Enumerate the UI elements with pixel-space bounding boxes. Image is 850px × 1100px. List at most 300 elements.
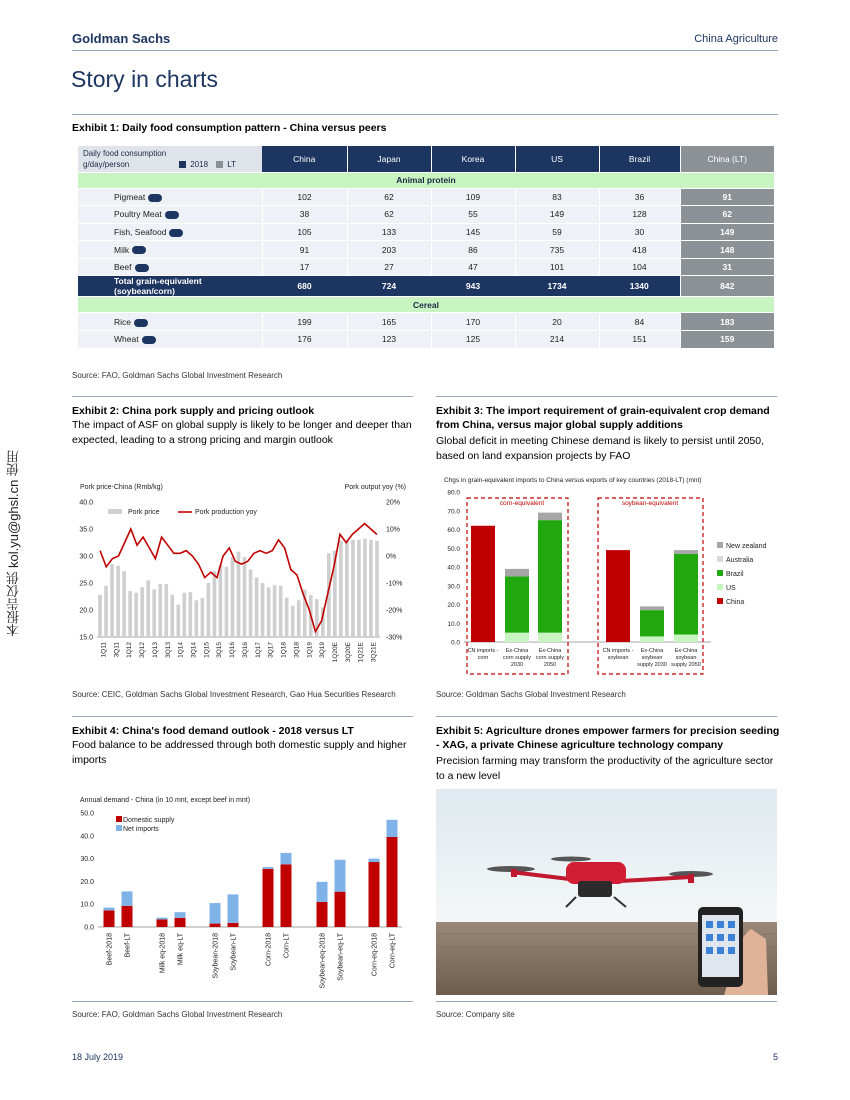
price-bar: [207, 583, 211, 637]
legend-2018-label: 2018: [190, 159, 209, 169]
table-cell: 17: [262, 258, 347, 276]
price-bar: [98, 595, 102, 637]
price-bar: [158, 584, 162, 637]
table-cell: 125: [431, 331, 515, 349]
imports-bar: [210, 903, 221, 924]
legend-domestic-label: Domestic supply: [123, 817, 175, 824]
x-category-line: soybean: [675, 655, 697, 661]
row-label-text: Wheat: [114, 334, 139, 345]
y-tick-label: 10.0: [447, 620, 460, 628]
table-row: [78, 188, 774, 206]
bar-china: [471, 526, 495, 642]
bar-us: [538, 633, 562, 642]
total-cell: 680: [262, 276, 347, 297]
table-cell: 59: [515, 223, 599, 241]
exhibit3-title: Exhibit 3: The import requirement of grain-equivalent crop demand from China, versus major global supply additions: [436, 405, 770, 431]
x-tick-label: 1Q12: [126, 642, 134, 658]
y-tick-label: 10.0: [80, 901, 94, 909]
legend-label: US: [726, 585, 736, 592]
table-row: [78, 331, 774, 349]
price-bar: [285, 598, 289, 637]
legend-swatch: [717, 598, 723, 604]
x-tick-label: 3Q16: [241, 642, 249, 658]
imports-bar: [335, 860, 346, 892]
legend-swatch: [717, 570, 723, 576]
x-tick-label: 1Q18: [280, 642, 288, 658]
row-label-text: Pigmeat: [114, 191, 146, 202]
price-bar: [104, 586, 108, 637]
col-header: Japan: [347, 146, 431, 172]
right-axis-label: Pork output yoy (%): [344, 484, 406, 491]
table-cell-lt: 31: [680, 258, 774, 276]
row-label: [78, 258, 262, 276]
y-tick-label: 50.0: [447, 545, 460, 553]
table-cell: 62: [347, 188, 431, 206]
photo-sky: [436, 789, 777, 924]
exhibit4-rule: [72, 716, 413, 717]
price-bar: [164, 584, 168, 637]
total-cell-lt: 842: [680, 276, 774, 297]
price-bar: [291, 606, 295, 637]
bar-brazil: [538, 520, 562, 633]
x-tick-label: 1Q14: [177, 642, 185, 658]
imports-bar: [104, 908, 115, 911]
x-category-label: Soybean-eq-LT: [337, 933, 345, 981]
bar-china: [606, 550, 630, 642]
legend-lt-swatch: [216, 161, 223, 168]
y-tick-label-right: -30%: [386, 634, 403, 642]
price-bar: [170, 595, 174, 637]
domestic-bar: [122, 906, 133, 927]
exhibit3-subtitle: Global deficit in meeting Chinese demand is likely to persist until 2050, based on land expansion projects by FAO: [436, 435, 765, 462]
x-category-line: corn supply: [535, 655, 565, 661]
x-tick-label: 3Q12: [139, 642, 147, 658]
x-category-label: Corn-2018: [265, 933, 273, 967]
x-category-line: CN imports -: [602, 648, 634, 654]
x-category-line: supply 2050: [671, 662, 701, 668]
bar-brazil: [674, 554, 698, 635]
price-bar: [128, 591, 132, 637]
x-category-label: Beef-LT: [124, 933, 132, 958]
imports-bar: [281, 853, 292, 864]
left-axis-label: Pork price-China (Rmb/kg): [80, 484, 163, 491]
x-tick-label: 1Q17: [254, 642, 262, 658]
price-bar: [134, 593, 138, 637]
y-tick-label: 40.0: [447, 564, 460, 572]
bar-brazil: [505, 576, 529, 632]
x-category-line: supply 2030: [637, 662, 667, 668]
section-cereal: Cereal: [78, 297, 774, 313]
page-title: Story in charts: [71, 66, 218, 92]
drone-photo: [436, 789, 777, 995]
imports-bar: [369, 859, 380, 862]
x-category-label: [503, 648, 531, 668]
domestic-bar: [210, 924, 221, 927]
y-tick-label: 20.0: [447, 602, 460, 609]
price-bar: [146, 580, 150, 637]
y-tick-label: 30.0: [447, 583, 460, 591]
exhibit4-subtitle: Food balance to be addressed through both domestic supply and higher imports: [72, 739, 407, 766]
row-label-text: Fish, Seafood: [114, 226, 167, 237]
demand-chart: [72, 790, 417, 1000]
y-tick-label: 30.0: [79, 553, 93, 561]
x-category-label: Corn-eq-LT: [389, 933, 397, 969]
x-tick-label: 3Q20E: [344, 642, 352, 663]
price-bar: [345, 541, 349, 637]
food-icon: [142, 336, 156, 344]
table-row: [78, 206, 774, 224]
group-label: soybean-equivalent: [621, 500, 679, 507]
x-category-line: soybean: [607, 655, 629, 661]
table-cell: 149: [515, 206, 599, 224]
domestic-bar: [369, 862, 380, 927]
table-cell: 418: [599, 241, 680, 259]
x-category-label: [637, 648, 667, 668]
table-cell: 91: [262, 241, 347, 259]
x-tick-label: 1Q20E: [331, 642, 339, 663]
y-tick-label-right: 20%: [386, 499, 401, 507]
exhibit4-source: Source: FAO, Goldman Sachs Global Investment Research: [72, 1010, 283, 1019]
imports-bar: [263, 867, 274, 869]
legend-swatch: [717, 556, 723, 562]
x-category-label: Soybean-LT: [230, 933, 238, 971]
row-label: [78, 206, 262, 224]
row-label: [78, 313, 262, 331]
y-tick-label: 20.0: [80, 878, 94, 886]
x-category-label: Beef-2018: [106, 933, 114, 966]
y-tick-label: 0.0: [450, 639, 460, 647]
food-icon: [134, 319, 148, 327]
row-label: [78, 188, 262, 206]
table-cell-lt: 159: [680, 331, 774, 349]
exhibit5-rule: [436, 716, 777, 717]
row-label: [78, 331, 262, 349]
table-cell: 145: [431, 223, 515, 241]
table-cell: 47: [431, 258, 515, 276]
table-cell: 123: [347, 331, 431, 349]
table-header-row: [78, 146, 774, 172]
col-header: China: [262, 146, 347, 172]
y-tick-label-right: -10%: [386, 580, 403, 588]
table-row: [78, 241, 774, 259]
legend-imports-label: Net imports: [123, 826, 159, 833]
exhibit3-rule: [436, 396, 777, 397]
footer-date: 18 July 2019: [72, 1052, 124, 1062]
x-tick-label: 1Q19: [306, 642, 314, 658]
table-cell: 86: [431, 241, 515, 259]
food-icon: [135, 264, 149, 272]
food-icon: [132, 246, 146, 254]
table-cell: 151: [599, 331, 680, 349]
x-tick-label: 3Q15: [216, 642, 224, 658]
x-tick-label: 3Q18: [293, 642, 301, 658]
domestic-bar: [104, 910, 115, 927]
price-bar: [110, 564, 114, 637]
y-tick-label: 20.0: [79, 607, 93, 615]
table-cell: 105: [262, 223, 347, 241]
price-bar: [249, 570, 253, 638]
legend-lt-label: LT: [227, 159, 237, 169]
exhibit2-title: Exhibit 2: China pork supply and pricing outlook: [72, 405, 315, 417]
x-tick-label: 3Q11: [113, 642, 121, 658]
price-bar: [189, 592, 193, 637]
food-icon: [148, 194, 162, 202]
bar-us: [505, 633, 529, 642]
price-bar: [152, 589, 156, 637]
y-tick-label: 70.0: [447, 508, 460, 516]
row-label-text: Rice: [114, 316, 132, 327]
bar-new-zealand: [505, 569, 529, 577]
domestic-bar: [281, 864, 292, 927]
x-tick-label: 1Q21E: [357, 642, 365, 663]
x-category-line: corn supply: [502, 655, 532, 661]
table-cell-lt: 149: [680, 223, 774, 241]
price-bar: [267, 587, 271, 637]
grain-chart-title: Chgs in grain-equivalent imports to China versus exports of key countries (2018-LT) (mnt): [444, 477, 702, 484]
y-tick-label: 60.0: [447, 527, 460, 534]
x-category-label: Milk eq-2018: [159, 933, 167, 974]
total-row: [78, 276, 774, 297]
y-tick-label: 30.0: [80, 856, 94, 864]
x-category-label: Corn-LT: [283, 933, 291, 959]
food-icon: [165, 211, 179, 219]
price-bar: [243, 557, 247, 637]
legend-swatch: [717, 542, 723, 548]
bar-new-zealand: [674, 550, 698, 554]
exhibit1-source: Source: FAO, Goldman Sachs Global Investment Research: [72, 371, 283, 380]
total-cell: 1734: [515, 276, 599, 297]
price-bar: [273, 585, 277, 637]
price-bar: [375, 541, 379, 637]
x-tick-label: 3Q19: [319, 642, 327, 658]
table-cell: 199: [262, 313, 347, 331]
legend-2018-swatch: [179, 161, 186, 168]
exhibit1-title: Exhibit 1: Daily food consumption pattern - China versus peers: [72, 122, 387, 134]
animal-rows: [78, 188, 774, 276]
y-tick-label: 35.0: [79, 526, 93, 534]
y-tick-label: 40.0: [79, 499, 93, 507]
exhibit2-rule: [72, 396, 413, 397]
y-tick-label: 40.0: [80, 833, 94, 841]
total-cell: 943: [431, 276, 515, 297]
price-bar: [237, 552, 241, 637]
exhibit2-subtitle: The impact of ASF on global supply is likely to be longer and deeper than expected, leading to a strong pricing and margin outlook: [72, 419, 412, 446]
row-label-text: Beef: [114, 262, 132, 273]
grain-chart: [436, 470, 781, 680]
table-cell-lt: 183: [680, 313, 774, 331]
row-label-text: Poultry Meat: [114, 209, 162, 220]
table-cell: 27: [347, 258, 431, 276]
price-bar: [183, 593, 187, 637]
brand-name: Goldman Sachs: [72, 31, 171, 46]
x-category-line: 2030: [510, 662, 524, 668]
table-cell: 133: [347, 223, 431, 241]
y-tick-label: 15.0: [79, 634, 93, 642]
cereal-rows: [78, 313, 774, 348]
price-bar: [363, 539, 367, 637]
legend-domestic-swatch: [116, 816, 122, 822]
table-cell: 84: [599, 313, 680, 331]
table-corner-cell: [78, 146, 262, 172]
legend-price-label: Pork price: [128, 509, 160, 516]
price-bar: [231, 557, 235, 637]
bar-new-zealand: [538, 513, 562, 521]
table-cell: 38: [262, 206, 347, 224]
y-tick-label-right: 0%: [386, 553, 397, 561]
table-row: [78, 313, 774, 331]
demand-chart-title: Annual demand - China (in 10 mnt, except beef in mnt): [80, 797, 251, 804]
domestic-bar: [157, 919, 168, 927]
table-cell: 165: [347, 313, 431, 331]
x-category-line: corn: [477, 655, 489, 661]
x-category-line: Ex-China: [505, 648, 529, 654]
domestic-bar: [263, 869, 274, 927]
exhibit2-source: Source: CEIC, Goldman Sachs Global Investment Research, Gao Hua Securities Research: [72, 690, 396, 699]
imports-bar: [122, 891, 133, 905]
col-header: Korea: [431, 146, 515, 172]
domestic-bar: [335, 892, 346, 927]
price-bar: [122, 571, 126, 637]
table-cell: 109: [431, 188, 515, 206]
table-cell: 30: [599, 223, 680, 241]
col-header-lt: China (LT): [680, 146, 774, 172]
y-tick-label: 25.0: [79, 580, 93, 588]
x-tick-label: 1Q13: [151, 642, 159, 658]
price-bar: [297, 600, 301, 637]
table-row: [78, 223, 774, 241]
legend-label: Australia: [726, 557, 754, 564]
table-cell: 102: [262, 188, 347, 206]
x-category-label: Milk eq-LT: [177, 933, 185, 966]
price-bar: [255, 578, 259, 637]
imports-bar: [317, 882, 328, 902]
exhibit5-bottom-rule: [436, 1001, 777, 1002]
x-tick-label: 3Q13: [164, 642, 172, 658]
table-cell-lt: 148: [680, 241, 774, 259]
food-icon: [169, 229, 183, 237]
price-bar: [351, 540, 355, 637]
legend-price-swatch: [108, 509, 122, 514]
y-tick-label: 0.0: [84, 924, 94, 932]
x-tick-label: 1Q16: [229, 642, 237, 658]
price-bar: [116, 566, 120, 637]
price-bar: [140, 587, 144, 637]
price-bar: [369, 540, 373, 637]
x-category-label: Soybean-2018: [212, 933, 220, 979]
price-bar: [219, 565, 223, 637]
imports-bar: [175, 912, 186, 918]
table-cell: 104: [599, 258, 680, 276]
table-cell: 36: [599, 188, 680, 206]
pork-chart: [72, 476, 417, 676]
y-tick-label-right: 10%: [386, 526, 401, 534]
x-category-label: [536, 648, 564, 668]
table-cell-lt: 62: [680, 206, 774, 224]
legend-swatch: [717, 584, 723, 590]
corner-label: Daily food consumption g/day/person: [83, 148, 167, 169]
row-label: [78, 223, 262, 241]
table-cell: 176: [262, 331, 347, 349]
table-cell: 62: [347, 206, 431, 224]
table-cell: 203: [347, 241, 431, 259]
x-category-line: soybean: [641, 655, 663, 661]
x-category-line: CN imports -: [467, 648, 499, 654]
x-tick-label: 1Q11: [100, 642, 108, 658]
table-cell: 170: [431, 313, 515, 331]
domestic-bar: [317, 902, 328, 927]
legend-imports-swatch: [116, 825, 122, 831]
legend-label: China: [726, 599, 745, 606]
exhibit1-rule: [72, 114, 778, 115]
imports-bar: [387, 820, 398, 837]
header-rule: [72, 50, 778, 51]
price-bar: [357, 540, 361, 637]
price-bar: [176, 605, 180, 637]
table-cell: 101: [515, 258, 599, 276]
exhibit3-source: Source: Goldman Sachs Global Investment Research: [436, 690, 626, 699]
price-bar: [225, 567, 229, 637]
exhibit5-subtitle: Precision farming may transform the productivity of the agriculture sector to a new level: [436, 755, 774, 782]
exhibit5-title: Exhibit 5: Agriculture drones empower farmers for precision seeding - XAG, a private Chinese agriculture technology company: [436, 725, 780, 751]
table-cell: 128: [599, 206, 680, 224]
x-tick-label: 3Q21E: [370, 642, 378, 663]
domestic-bar: [228, 923, 239, 927]
table-cell: 214: [515, 331, 599, 349]
y-tick-label: 50.0: [80, 810, 94, 818]
price-bar: [339, 541, 343, 637]
x-category-label: Soybean-eq-2018: [319, 933, 327, 989]
x-category-line: Ex-China: [674, 648, 698, 654]
price-bar: [261, 583, 265, 637]
bar-new-zealand: [640, 606, 664, 610]
total-cell: 1340: [599, 276, 680, 297]
bar-brazil: [640, 610, 664, 636]
x-category-line: Ex-China: [538, 648, 562, 654]
domestic-bar: [175, 918, 186, 927]
price-bar: [279, 586, 283, 637]
x-tick-label: 1Q15: [203, 642, 211, 658]
group-label: corn-equivalent: [499, 500, 545, 507]
x-category-line: 2050: [543, 662, 557, 668]
imports-bar: [228, 894, 239, 923]
y-tick-label: 80.0: [447, 489, 460, 497]
legend-production-label: Pork production yoy: [195, 509, 257, 516]
price-bar: [213, 571, 217, 637]
row-label: [78, 241, 262, 259]
exhibit4-title: Exhibit 4: China's food demand outlook - 2018 versus LT: [72, 725, 354, 737]
consumption-table: [78, 146, 774, 349]
total-cell: 724: [347, 276, 431, 297]
bar-us: [674, 635, 698, 643]
total-label: Total grain-equivalent (soybean/corn): [78, 276, 262, 297]
section-name: China Agriculture: [694, 33, 778, 45]
page-number: 5: [772, 1052, 778, 1062]
x-category-line: Ex-China: [640, 648, 664, 654]
legend-label: New zealand: [726, 543, 767, 550]
exhibit4-bottom-rule: [72, 1001, 413, 1002]
x-tick-label: 3Q17: [267, 642, 275, 658]
table-cell: 20: [515, 313, 599, 331]
legend-label: Brazil: [726, 571, 744, 578]
price-bar: [201, 598, 205, 637]
x-tick-label: 3Q14: [190, 642, 198, 658]
table-cell-lt: 91: [680, 188, 774, 206]
x-category-label: [468, 648, 499, 661]
watermark: 本报告仅供 kol.yu@ghsl.cn 使用: [6, 450, 21, 637]
x-category-label: Corn-eq-2018: [371, 933, 379, 977]
price-bar: [195, 600, 199, 637]
bar-us: [640, 636, 664, 642]
